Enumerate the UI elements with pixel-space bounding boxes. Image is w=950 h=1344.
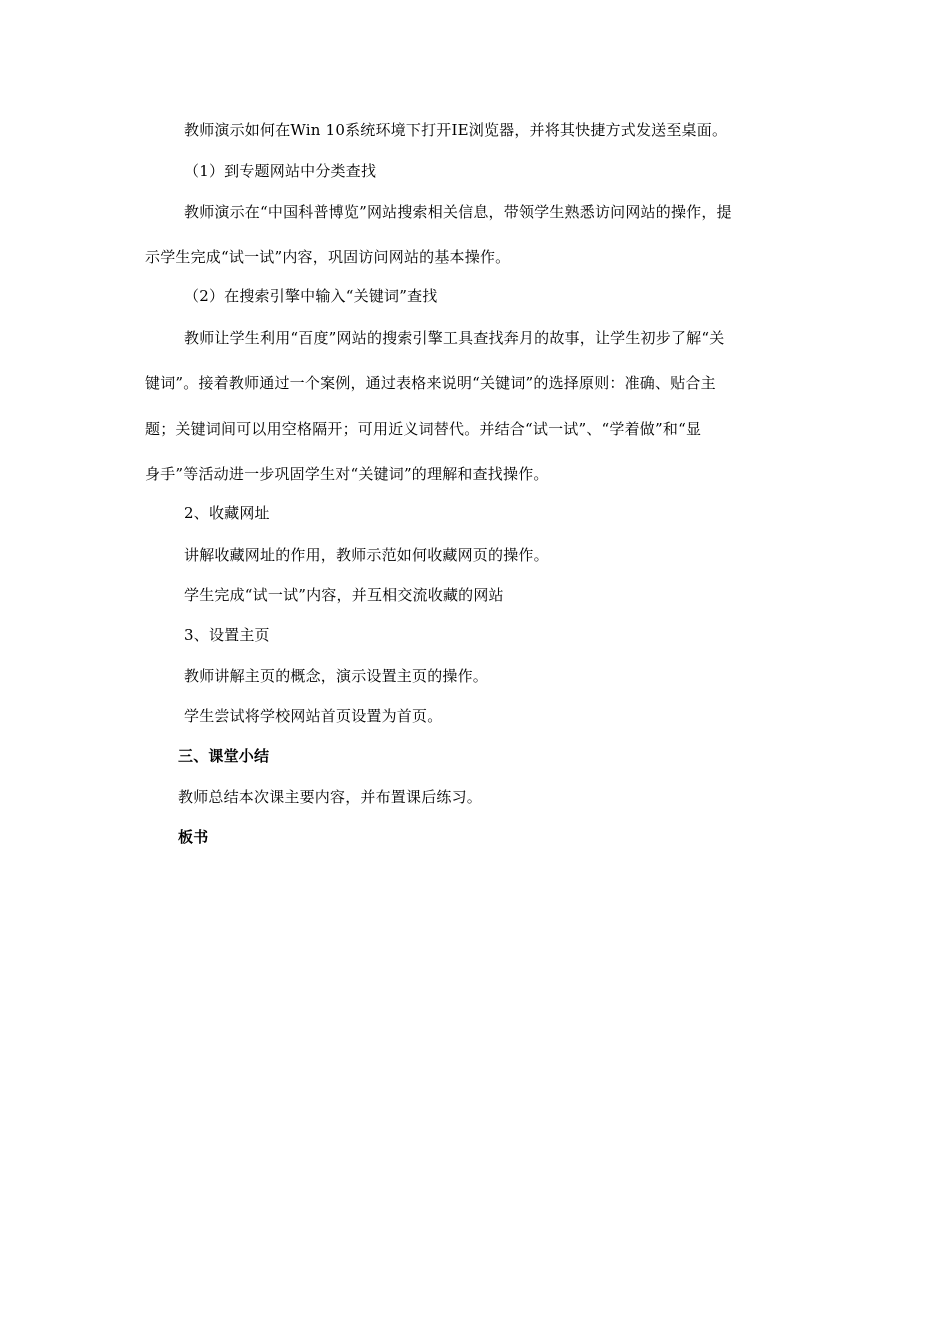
paragraph-line: 学生完成“试一试”内容，并互相交流收藏的网站 <box>184 586 504 604</box>
paragraph-line: 教师总结本次课主要内容，并布置课后练习。 <box>178 788 483 806</box>
section-heading: 3、设置主页 <box>184 626 270 644</box>
subheading: （2）在搜索引擎中输入“关键词”查找 <box>184 287 438 305</box>
paragraph-line: 题；关键词间可以用空格隔开；可用近义词替代。并结合“试一试”、“学着做”和“显 <box>145 420 702 438</box>
paragraph-line: 学生尝试将学校网站首页设置为首页。 <box>184 707 443 725</box>
paragraph-line: 教师演示如何在Win 10系统环境下打开IE浏览器，并将其快捷方式发送至桌面。 <box>184 121 728 139</box>
paragraph-line: 教师演示在“中国科普博览”网站搜索相关信息，带领学生熟悉访问网站的操作，提 <box>184 203 732 221</box>
section-heading: 三、课堂小结 <box>178 747 270 765</box>
paragraph-line: 身手”等活动进一步巩固学生对“关键词”的理解和查找操作。 <box>145 465 549 483</box>
section-heading: 2、收藏网址 <box>184 504 270 522</box>
section-heading: 板书 <box>178 828 209 846</box>
paragraph-line: 示学生完成“试一试”内容，巩固访问网站的基本操作。 <box>145 248 511 266</box>
paragraph-line: 教师让学生利用“百度”网站的搜索引擎工具查找奔月的故事，让学生初步了解“关 <box>184 329 725 347</box>
subheading: （1）到专题网站中分类查找 <box>184 162 377 180</box>
paragraph-line: 教师讲解主页的概念，演示设置主页的操作。 <box>184 667 489 685</box>
paragraph-line: 讲解收藏网址的作用，教师示范如何收藏网页的操作。 <box>184 546 549 564</box>
paragraph-line: 键词”。接着教师通过一个案例，通过表格来说明“关键词”的选择原则：准确、贴合主 <box>145 374 716 392</box>
